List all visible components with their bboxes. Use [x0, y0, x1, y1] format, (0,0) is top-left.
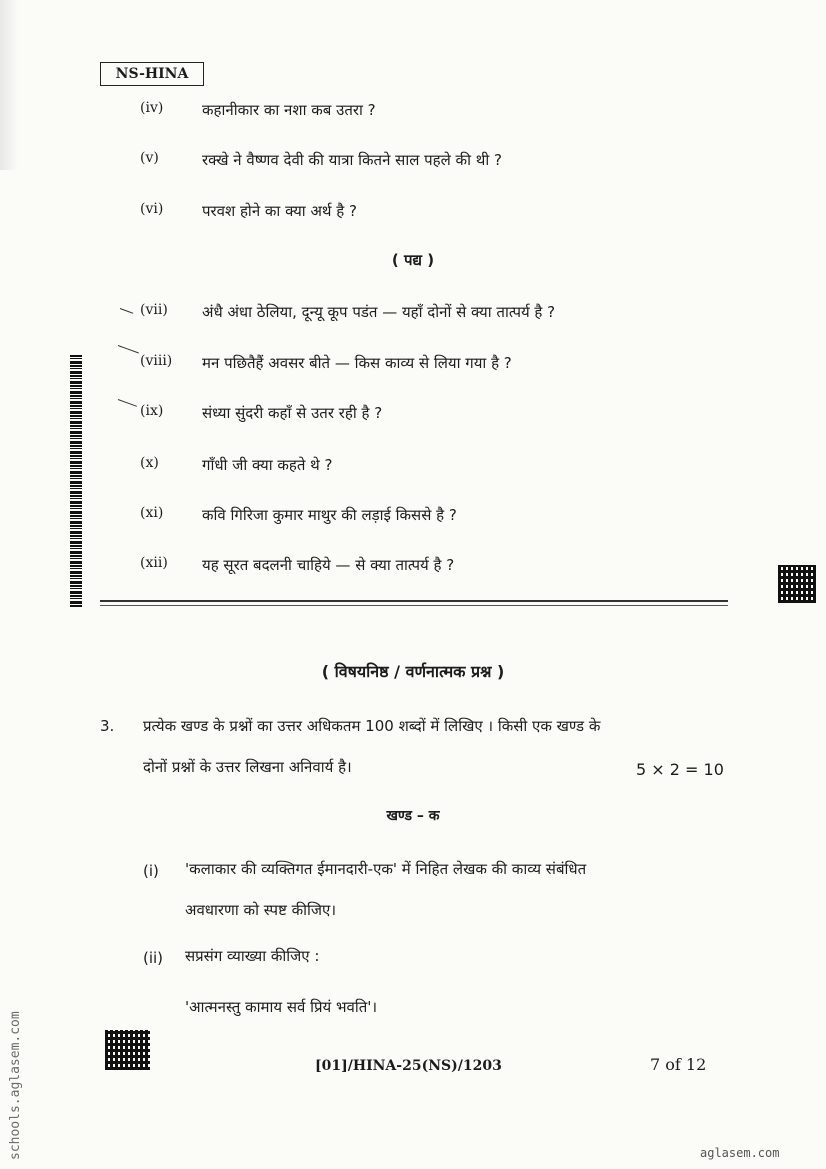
qr-code-footer: [105, 1030, 150, 1070]
question-number: (xii): [140, 555, 168, 571]
question-3-line2: दोनों प्रश्नों के उत्तर लिखना अनिवार्य है।: [143, 758, 352, 776]
question-number: (viii): [140, 353, 173, 369]
tick-mark: [118, 399, 137, 407]
question-number: (vi): [140, 201, 164, 217]
question-text: मन पछितैहैं अवसर बीते — किस काव्य से लिया गया है ?: [202, 354, 512, 372]
section-heading-poetry: ( पद्य ): [391, 251, 435, 269]
khand-heading: खण्ड – क: [386, 808, 440, 824]
question-text: परवश होने का क्या अर्थ है ?: [202, 202, 357, 220]
question-number: (v): [140, 150, 159, 166]
question-text: रक्खे ने वैष्णव देवी की यात्रा कितने साल पहले की थी ?: [202, 151, 502, 169]
page-number: 7 of 12: [650, 1055, 707, 1074]
subquestion-ii-line1: सप्रसंग व्याख्या कीजिए :: [185, 947, 320, 965]
scan-edge-shadow: [0, 0, 18, 170]
question-number: (iv): [140, 100, 164, 116]
question-3-marks: 5 × 2 = 10: [636, 760, 724, 779]
question-text: संध्या सुंदरी कहाँ से उतर रही है ?: [202, 404, 383, 422]
question-number: (x): [140, 455, 159, 471]
question-text: अंधै अंधा ठेलिया, दून्यू कूप पडंत — यहाँ दोनों से क्या तात्पर्य है ?: [202, 303, 556, 321]
footer-paper-code: [01]/HINA-25(NS)/1203: [315, 1058, 502, 1074]
subquestion-i-number: (i): [143, 862, 159, 880]
subquestion-i-line1: 'कलाकार की व्यक्तिगत ईमानदारी-एक' में निहित लेखक की काव्य संबंधित: [185, 860, 587, 878]
question-text: कवि गिरिजा कुमार माथुर की लड़ाई किससे है ?: [202, 506, 457, 524]
section-heading-descriptive: ( विषयनिष्ठ / वर्णनात्मक प्रश्न ): [321, 662, 505, 681]
divider-thick: [100, 600, 728, 602]
question-text: यह सूरत बदलनी चाहिये — से क्या तात्पर्य है ?: [202, 556, 455, 574]
subquestion-ii-number: (ii): [143, 949, 164, 967]
tick-mark: [118, 345, 139, 353]
question-3-line1: प्रत्येक खण्ड के प्रश्नों का उत्तर अधिकतम 100 शब्दों में लिखिए । किसी एक खण्ड के: [143, 717, 601, 735]
subquestion-i-line2: अवधारणा को स्पष्ट कीजिए।: [185, 901, 337, 919]
watermark-bottom: aglasem.com: [700, 1146, 780, 1160]
subquestion-ii-line2: 'आत्मनस्तु कामाय सर्व प्रियं भवति'।: [185, 998, 378, 1016]
qr-code-right: [778, 565, 816, 603]
tick-mark: [120, 308, 133, 314]
paper-code-box: NS-HINA: [100, 62, 204, 86]
question-text: गाँधी जी क्या कहते थे ?: [202, 456, 333, 474]
barcode-strip: [70, 355, 82, 607]
question-number: (ix): [140, 403, 164, 419]
question-number: (vii): [140, 302, 168, 318]
watermark-side: schools.aglasem.com: [8, 1011, 23, 1160]
question-number: (xi): [140, 505, 164, 521]
divider-thin: [100, 605, 728, 606]
question-3-number: 3.: [100, 717, 115, 735]
question-text: कहानीकार का नशा कब उतरा ?: [202, 101, 376, 119]
